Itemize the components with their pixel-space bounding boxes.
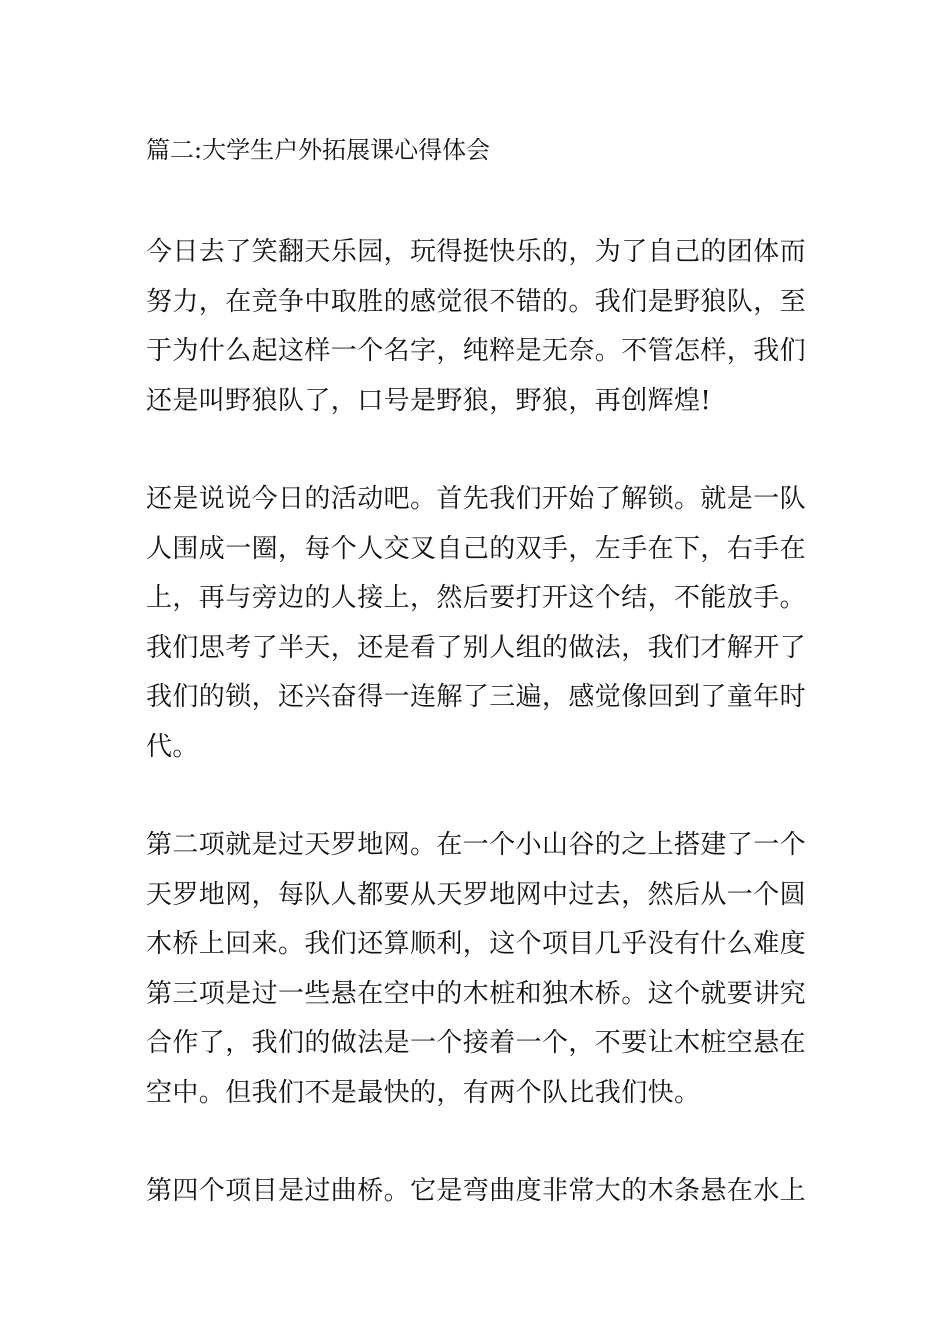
document-body [146, 128, 808, 1266]
paragraph-line: 代。 [146, 731, 199, 762]
paragraph-line: 合作了，我们的做法是一个接着一个，不要让木桩空悬在 [146, 1028, 807, 1058]
paragraph-line: 木桥上回来。我们还算顺利，这个项目几乎没有什么难度 [146, 929, 807, 959]
paragraph-line: 天罗地网，每队人都要从天罗地网中过去，然后从一个圆 [146, 879, 807, 910]
paragraph-line: 还是叫野狼队了，口号是野狼，野狼，再创辉煌! [146, 385, 712, 416]
paragraph-line: 我们思考了半天，还是看了别人组的做法，我们才解开了 [146, 632, 807, 663]
paragraph-line: 上，再与旁边的人接上，然后要打开这个结，不能放手。 [146, 583, 807, 613]
paragraph-line: 我们的锁，还兴奋得一连解了三遍，感觉像回到了童年时 [146, 682, 807, 712]
paragraph-line: 还是说说今日的活动吧。首先我们开始了解锁。就是一队 [146, 484, 807, 514]
paragraph-line: 空中。但我们不是最快的，有两个队比我们快。 [146, 1077, 701, 1108]
paragraph-line: 努力，在竞争中取胜的感觉很不错的。我们是野狼队，至 [146, 286, 807, 317]
paragraph-line: 第四个项目是过曲桥。它是弯曲度非常大的木条悬在水上 [146, 1176, 807, 1206]
paragraph-line: 今日去了笑翻天乐园，玩得挺快乐的，为了自己的团体而 [146, 237, 807, 267]
paragraph-2 [146, 475, 808, 772]
document-title: 篇二:大学生户外拓展课心得体会 [146, 136, 491, 164]
paragraph-line: 第三项是过一些悬在空中的木桩和独木桥。这个就要讲究 [146, 978, 807, 1009]
paragraph-1 [146, 228, 808, 426]
paragraph-3 [146, 821, 808, 1118]
paragraph-line: 人围成一圈，每个人交叉自己的双手，左手在下，右手在 [146, 533, 807, 564]
paragraph-line: 于为什么起这样一个名字，纯粹是无奈。不管怎样，我们 [146, 336, 807, 366]
paragraph-line: 第二项就是过天罗地网。在一个小山谷的之上搭建了一个 [146, 830, 807, 860]
paragraph-4 [146, 1167, 808, 1217]
